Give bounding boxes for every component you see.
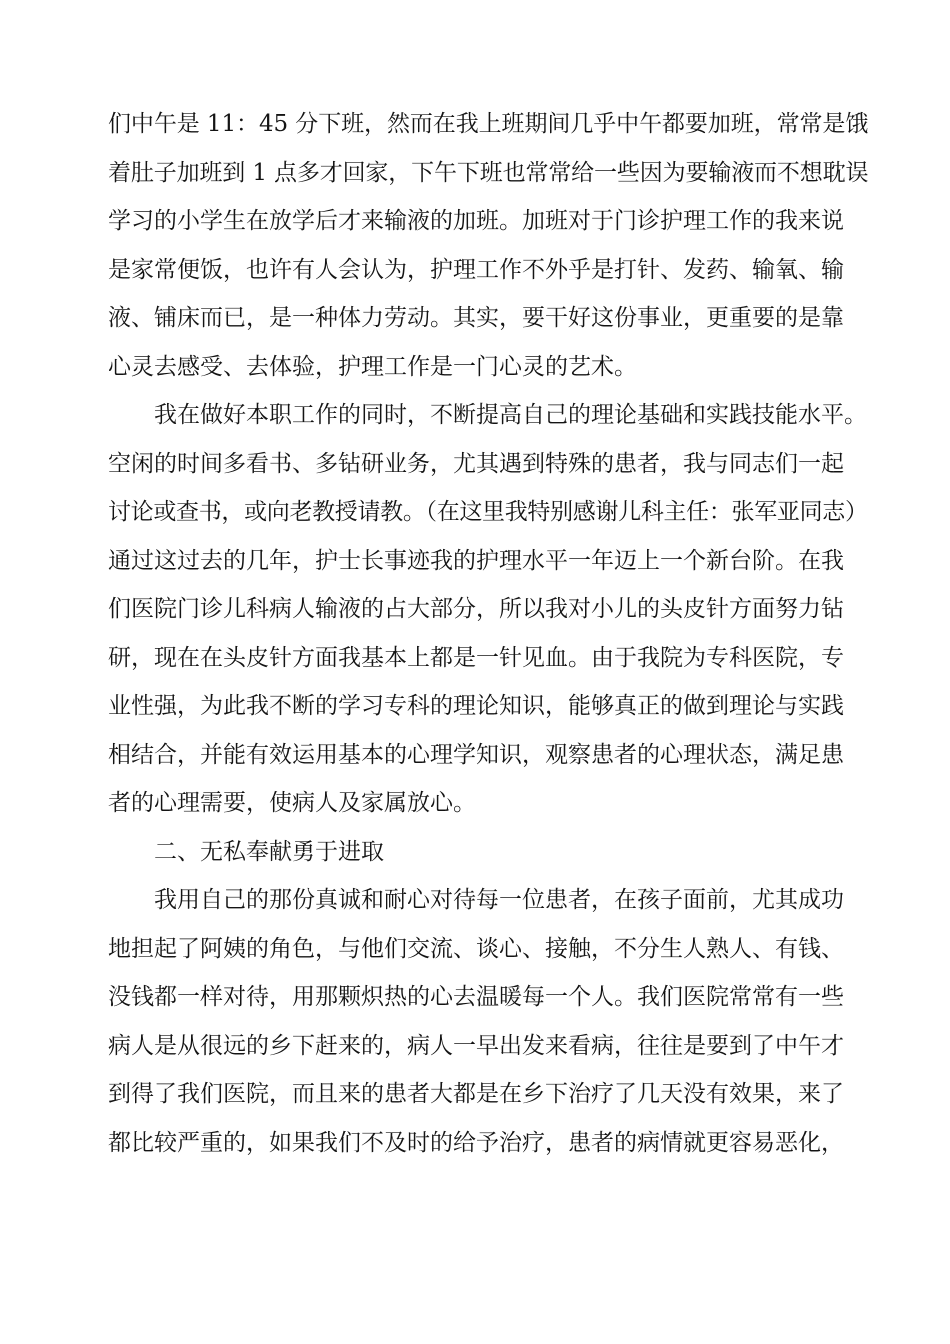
text-line: 到得了我们医院，而且来的患者大都是在乡下治疗了几天没有效果，来了 [108,1081,844,1107]
text-line: 心灵去感受、去体验，护理工作是一门心灵的艺术。 [108,353,637,380]
text-line: 者的心理需要，使病人及家属放心。 [108,790,476,816]
text-line: 着肚子加班到 1 点多才回家，下午下班也常常给一些因为要输液而不想耽误 [108,159,868,186]
text-line: 通过这过去的几年，护士长事迹我的护理水平一年迈上一个新台阶。在我 [108,547,844,574]
body-text [108,100,868,1167]
text-line: 我用自己的那份真诚和耐心对待每一位患者，在孩子面前，尤其成功 [154,887,844,913]
text-line: 我在做好本职工作的同时，不断提高自己的理论基础和实践技能水平。 [154,402,867,428]
text-line: 没钱都一样对待，用那颗炽热的心去温暖每一个人。我们医院常常有一些 [108,984,844,1010]
text-line: 空闲的时间多看书、多钻研业务，尤其遇到特殊的患者，我与同志们一起 [108,450,844,477]
text-line: 们医院门诊儿科病人输液的占大部分，所以我对小儿的头皮针方面努力钻 [108,596,844,622]
text-line: 相结合，并能有效运用基本的心理学知识，观察患者的心理状态，满足患 [108,741,844,768]
text-line: 二、无私奉献勇于进取 [154,838,384,865]
text-line: 地担起了阿姨的角色，与他们交流、谈心、接触，不分生人熟人、有钱、 [108,935,844,962]
text-line: 研，现在在头皮针方面我基本上都是一针见血。由于我院为专科医院，专 [108,644,844,671]
text-line: 液、铺床而已，是一种体力劳动。其实，要干好这份事业，更重要的是靠 [108,305,844,331]
text-line: 们中午是 11：45 分下班，然而在我上班期间几乎中午都要加班，常常是饿 [108,111,868,137]
text-line: 业性强，为此我不断的学习专科的理论知识，能够真正的做到理论与实践 [108,693,844,719]
text-line: 是家常便饭，也许有人会认为，护理工作不外乎是打针、发药、输氧、输 [108,256,844,283]
text-line: 病人是从很远的乡下赶来的，病人一早出发来看病，往往是要到了中午才 [108,1032,844,1059]
text-line: 都比较严重的，如果我们不及时的给予治疗，患者的病情就更容易恶化， [108,1129,844,1156]
text-line: 学习的小学生在放学后才来输液的加班。加班对于门诊护理工作的我来说 [108,208,844,234]
text-line: 讨论或查书，或向老教授请教。（在这里我特别感谢儿科主任：张军亚同志） [108,499,868,525]
